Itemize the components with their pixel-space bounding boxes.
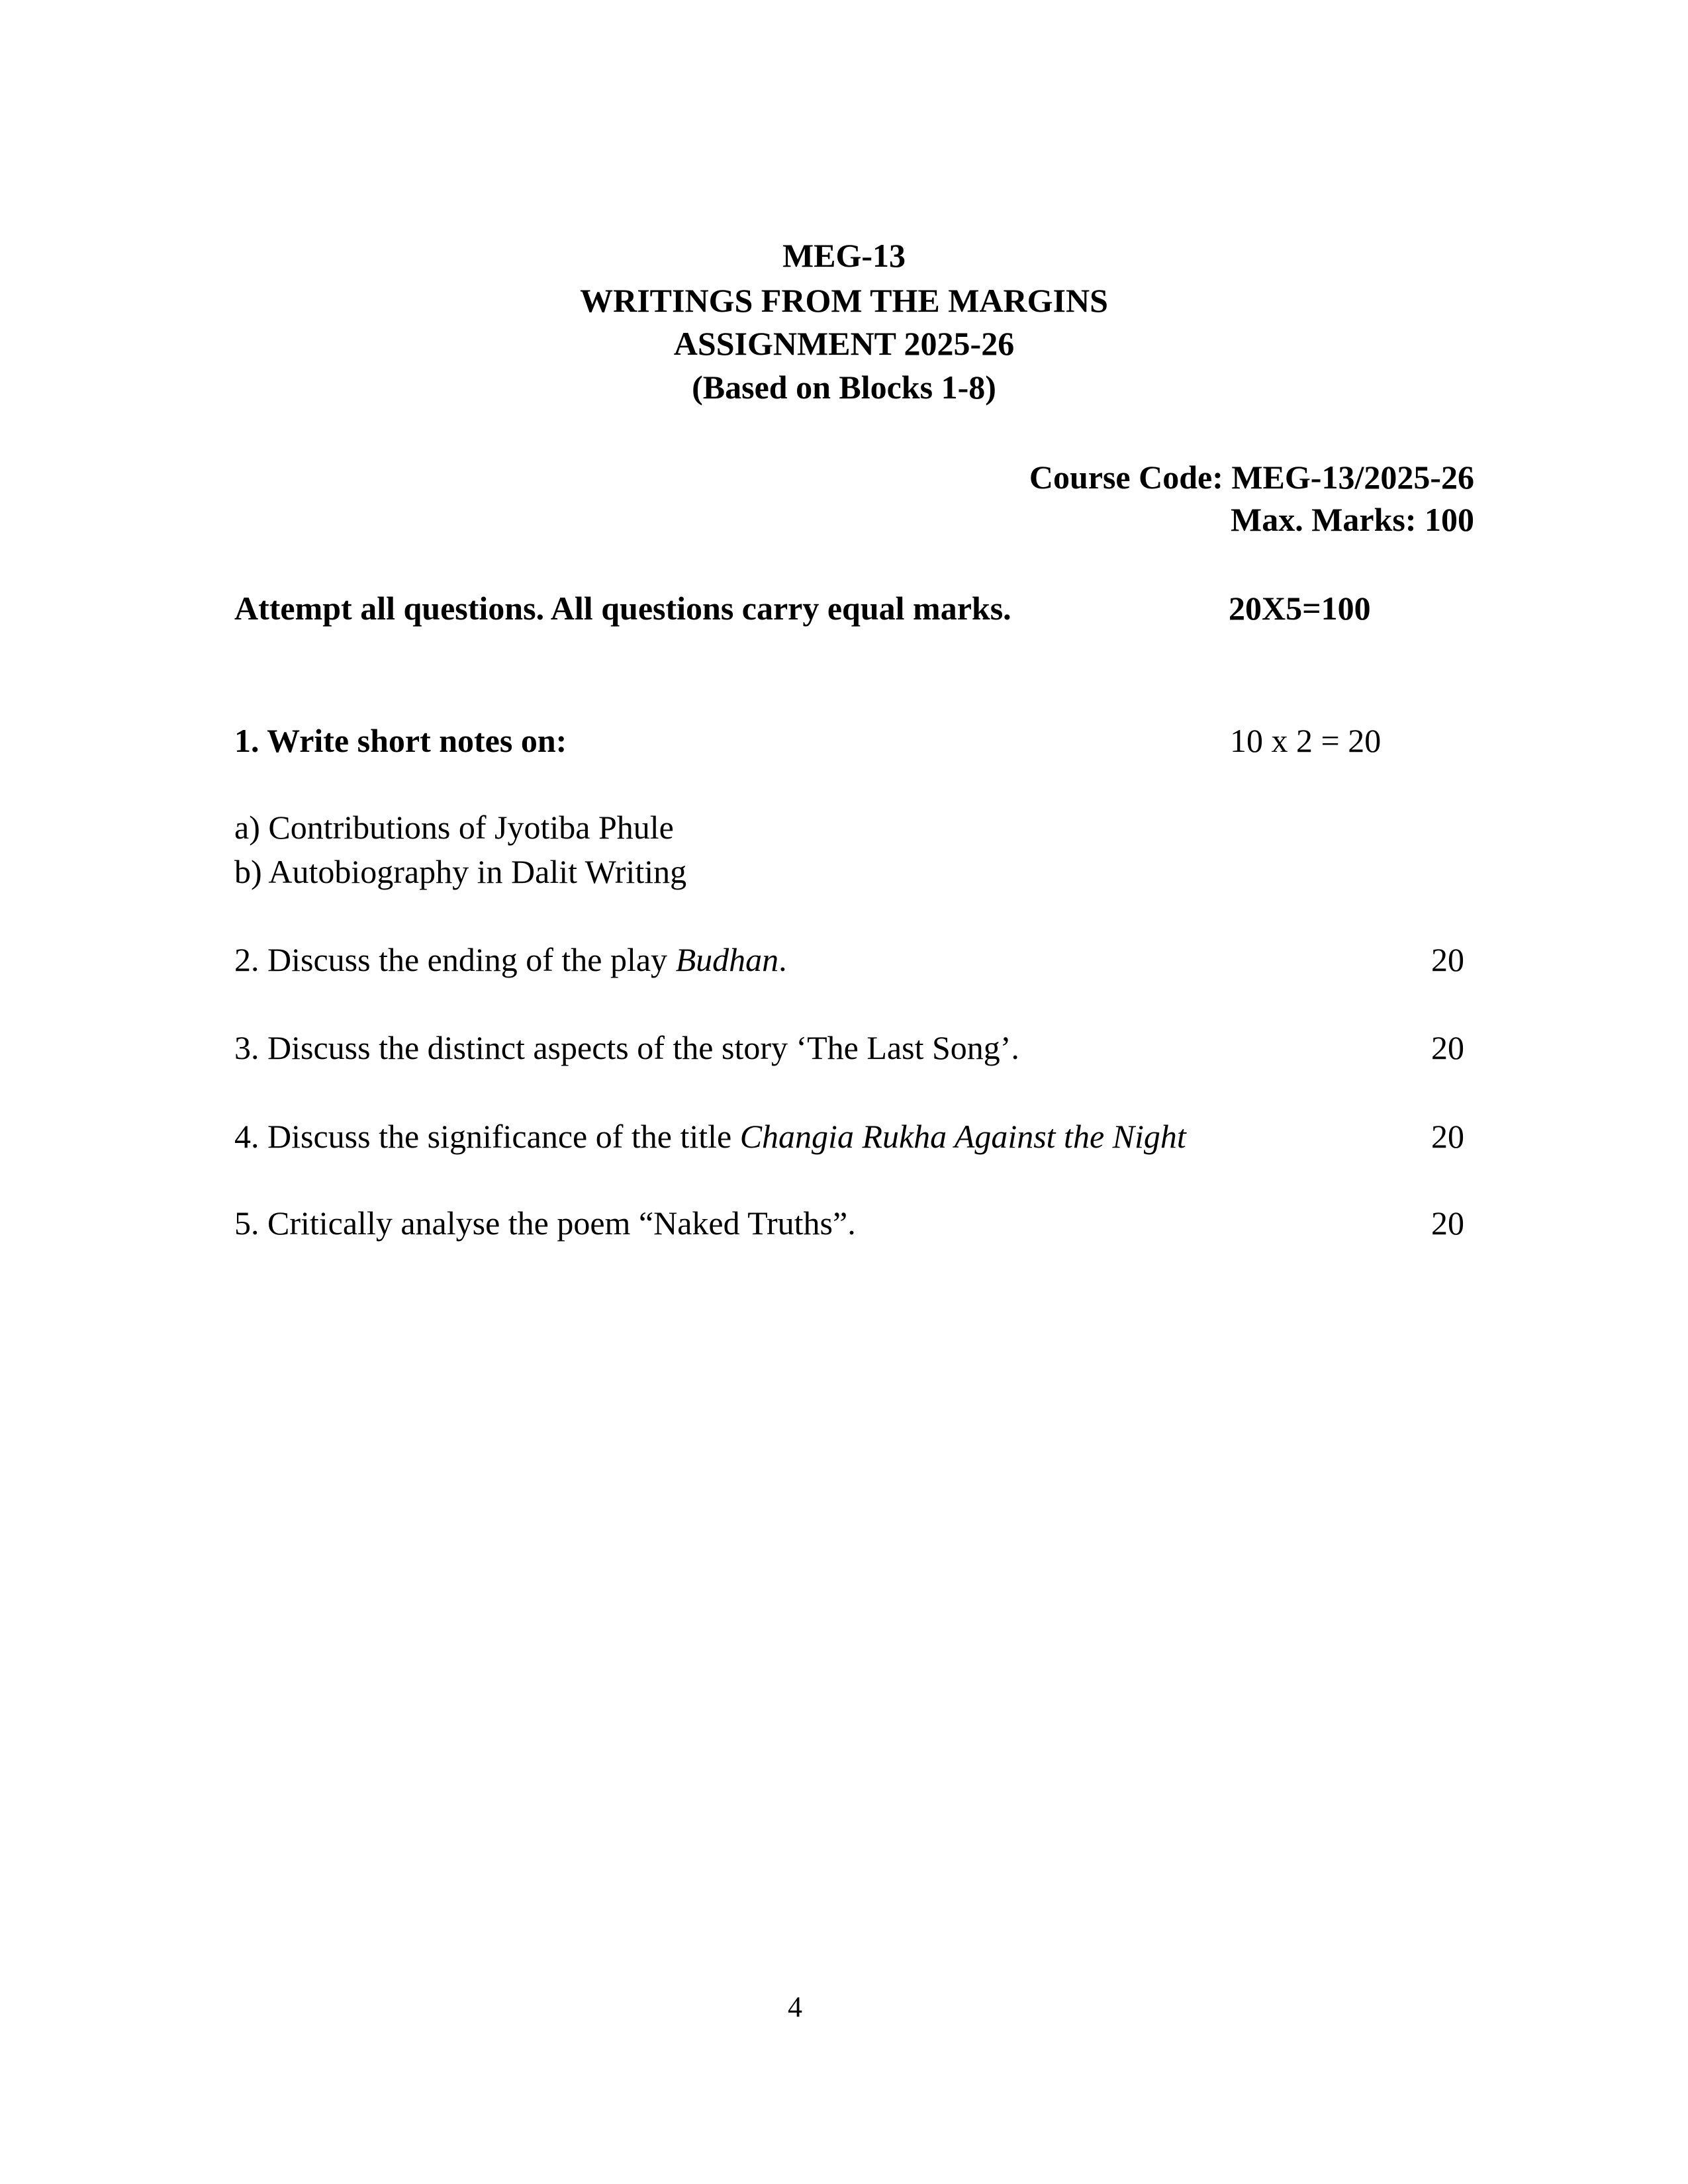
question-3: 3. Discuss the distinct aspects of the story ‘The Last Song’. — [234, 1029, 1019, 1066]
course-title: WRITINGS FROM THE MARGINS — [580, 282, 1108, 319]
blocks-note: (Based on Blocks 1-8) — [692, 369, 996, 406]
question-1-subitem-b: b) Autobiography in Dalit Writing — [234, 853, 687, 890]
question-2 — [234, 940, 787, 979]
question-5-marks: 20 — [1431, 1205, 1464, 1242]
question-5: 5. Critically analyse the poem “Naked Truths”. — [234, 1205, 856, 1242]
question-2-text: 2. Discuss the ending of the play — [234, 941, 676, 978]
question-1-subitem-a: a) Contributions of Jyotiba Phule — [234, 809, 674, 846]
question-2-title: Budhan — [675, 941, 779, 978]
question-4-text: 4. Discuss the significance of the title — [234, 1118, 740, 1155]
question-1-marks: 10 x 2 = 20 — [1230, 722, 1382, 759]
page-number: 4 — [788, 1991, 802, 2023]
question-1: 1. Write short notes on: — [234, 722, 567, 759]
course-code: Course Code: MEG-13/2025-26 — [1029, 459, 1474, 496]
instructions: Attempt all questions. All questions carry equal marks. — [234, 590, 1011, 627]
question-4-marks: 20 — [1431, 1118, 1464, 1155]
question-4 — [234, 1116, 1186, 1156]
instructions-marks: 20X5=100 — [1229, 590, 1371, 627]
course-heading: MEG-13 — [782, 237, 906, 274]
question-2-punct: . — [778, 941, 787, 978]
assignment-heading: ASSIGNMENT 2025-26 — [673, 325, 1015, 362]
max-marks: Max. Marks: 100 — [1231, 501, 1474, 538]
question-4-title: Changia Rukha Against the Night — [739, 1118, 1186, 1155]
question-3-marks: 20 — [1431, 1029, 1464, 1066]
question-2-marks: 20 — [1431, 941, 1464, 978]
